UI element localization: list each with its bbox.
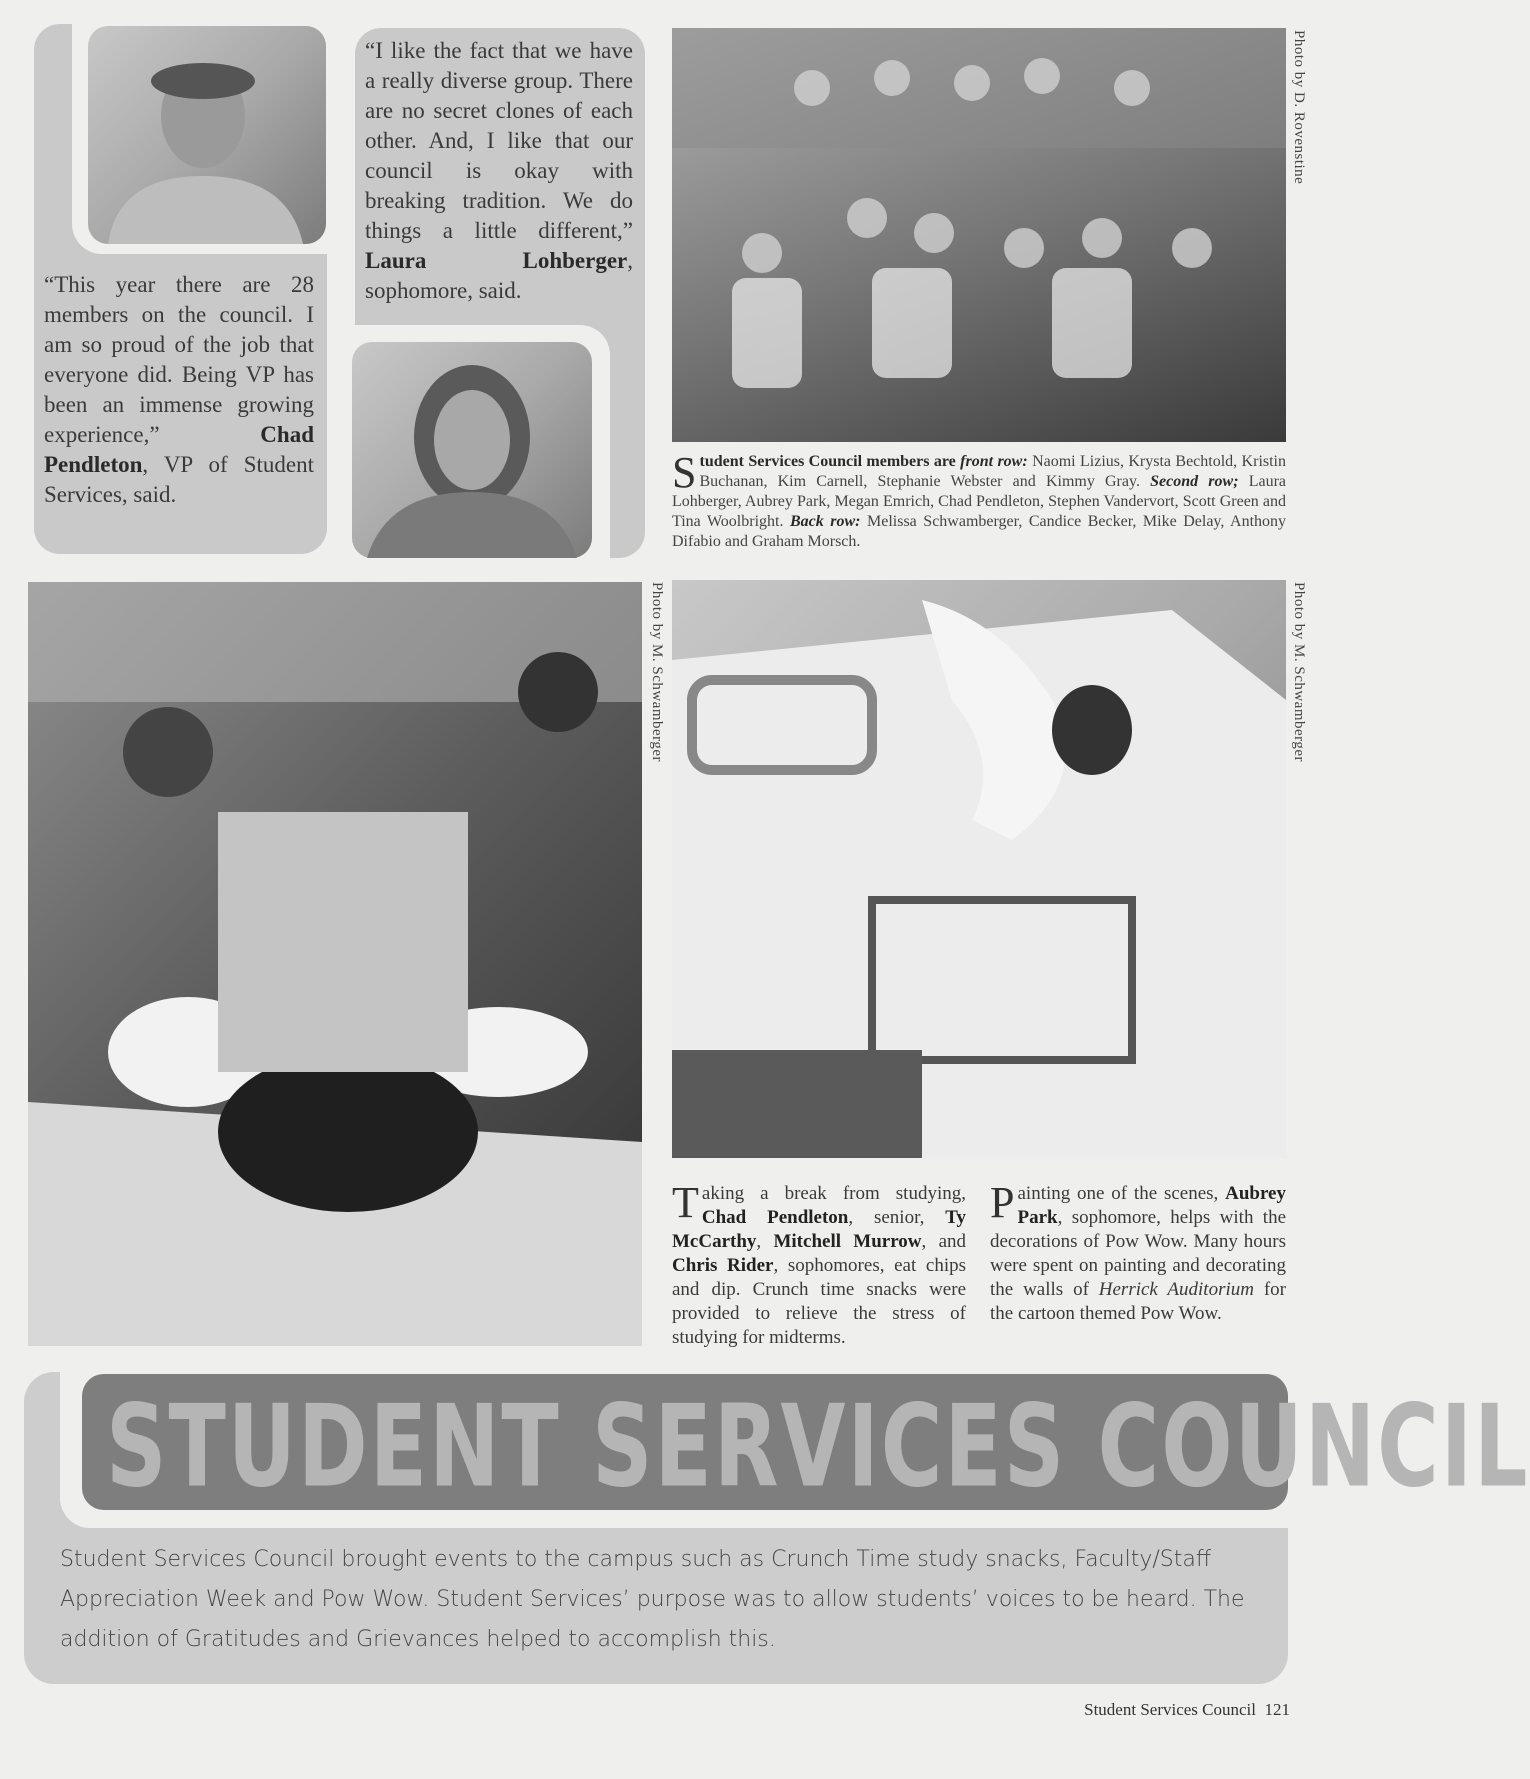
quote-laura-after: , sophomore, said. — [365, 248, 633, 303]
caption-text: , and — [921, 1231, 967, 1252]
quote-chad-name: Chad Pendleton — [44, 422, 314, 477]
painting-caption — [990, 1178, 1286, 1326]
group-photo-caption — [672, 448, 1287, 552]
snacks-photo-credit: Photo by M. Schwamberger — [649, 582, 665, 763]
page-number: 121 — [1264, 1700, 1290, 1719]
caption-text: , senior, — [848, 1207, 946, 1228]
quote-laura-text: “I like the fact that we have a really diverse group. There are no secret clones of each other. And, I like that our council is okay with breaking tradition. We do things a little different,” — [365, 38, 633, 243]
caption-place: Herrick Auditorium — [1098, 1279, 1254, 1300]
caption-text: , sophomore, helps with the decorations of Pow Wow. Many hours were spent on painting and decorating the walls of — [990, 1207, 1286, 1300]
summary-text: Student Services Council brought events to the campus such as Crunch Time study snacks, Faculty/Staff Appreciation Week and Pow Wow. Student Services’ purpose was to allow students’ voices to be heard. The addition of Gratitudes and Grievances helped to accomplish this. — [60, 1547, 1245, 1652]
caption-name: Ty McCarthy — [672, 1207, 966, 1252]
page-title: STUDENT SERVICES COUNCIL — [106, 1380, 1530, 1513]
portrait-laura-lohberger — [352, 342, 592, 558]
headline-bar — [82, 1374, 1530, 1513]
caption-lead: tudent Services Council members are — [699, 453, 961, 470]
caption-row1-label: front row: — [960, 453, 1028, 470]
caption-row3-label: Back row: — [789, 513, 861, 530]
page-footer — [1080, 1700, 1290, 1720]
snacks-photo — [28, 582, 642, 1346]
painting-photo — [672, 580, 1286, 1158]
quote-laura — [365, 36, 633, 306]
caption-name: Mitchell Murrow — [773, 1231, 922, 1252]
footer-section: Student Services Council — [1084, 1700, 1256, 1719]
caption-text: aking a break from studying, — [701, 1183, 966, 1204]
group-photo-credit: Photo by D. Rovenstine — [1291, 30, 1307, 185]
caption-text: ainting one of the scenes, — [1017, 1183, 1226, 1204]
quote-chad — [44, 270, 314, 510]
dropcap: S — [672, 448, 697, 497]
portrait-chad-pendleton — [88, 26, 326, 244]
caption-row3: Melissa Schwamberger, Candice Becker, Mike Delay, Anthony Difabio and Graham Morsch. — [672, 513, 1287, 550]
painting-photo-credit: Photo by M. Schwamberger — [1291, 582, 1307, 763]
caption-text: for the cartoon themed Pow Wow. — [990, 1279, 1286, 1324]
dropcap: P — [990, 1178, 1015, 1227]
caption-row2-label: Second row; — [1150, 473, 1239, 490]
caption-text: , sophomores, eat chips and dip. Crunch time snacks were provided to relieve the stress of studying for midterms. — [672, 1255, 967, 1348]
caption-row2: Laura Lohberger, Aubrey Park, Megan Emrich, Chad Pendleton, Stephen Vandervort, Scott Green and Tina Woolbright. — [672, 473, 1287, 530]
quote-chad-after: , VP of Student Services, said. — [44, 452, 314, 507]
caption-name: Chad Pendleton — [701, 1207, 849, 1228]
caption-name: Aubrey Park — [1017, 1183, 1286, 1228]
quote-chad-text: “This year there are 28 members on the council. I am so proud of the job that everyone did. Being VP has been an immense growing experience,” — [44, 272, 314, 447]
group-photo — [672, 28, 1286, 442]
caption-text: , — [756, 1231, 774, 1252]
caption-name: Chris Rider — [672, 1255, 774, 1276]
snacks-caption — [672, 1178, 967, 1350]
quote-laura-name: Laura Lohberger — [365, 248, 628, 273]
caption-row1: Naomi Lizius, Krysta Bechtold, Kristin Buchanan, Kim Carnell, Stephanie Webster and Kimmy Gray. — [699, 453, 1287, 490]
dropcap: T — [672, 1178, 699, 1227]
